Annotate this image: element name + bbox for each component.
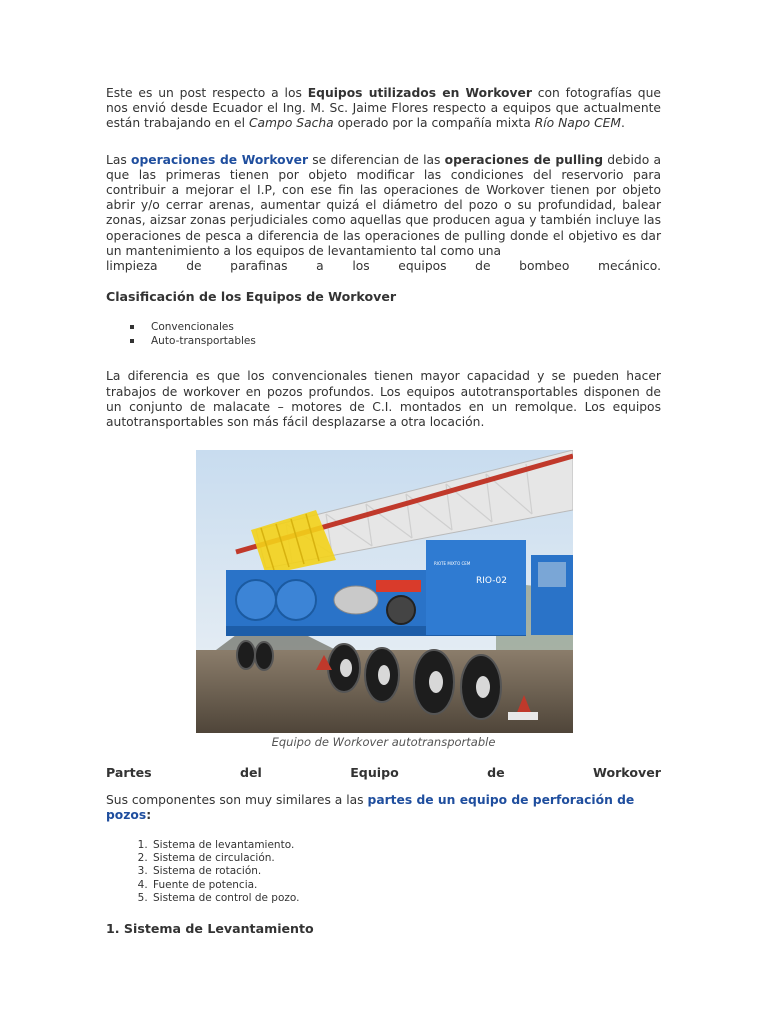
cab-label: RIO-02 bbox=[476, 576, 507, 587]
intro-paragraph bbox=[106, 86, 661, 132]
ops-text: debido a que las primeras tienen por objeto modificar las condiciones del reservorio para contribuir a mejorar el I.P, con ese fin las operaciones de Workover tienen por objeto abrir y/o cerrar arenas, aumentar quizá el diámetro del pozo o su profundidad, balear zonas, aizsar zonas perjudiciales como aquellas que producen agua y también incluye las operaciones de pesca a diferencia de las operaciones de pulling donde el objetivo es dar un mantenimiento a los equipos de levantamiento tal como una bbox=[106, 152, 661, 258]
parts-heading bbox=[106, 765, 661, 780]
list-item: Convencionales bbox=[151, 320, 661, 334]
list-item: 2. Sistema de circulación. bbox=[151, 852, 661, 865]
list-item: 3. Sistema de rotación. bbox=[151, 865, 661, 878]
parts-list bbox=[106, 839, 661, 905]
pulling-bold-term: operaciones de pulling bbox=[444, 152, 604, 167]
heading-word: Equipo bbox=[350, 765, 399, 781]
figure-caption: Equipo de Workover autotransportable bbox=[271, 735, 496, 750]
section-heading-lifting-system: 1. Sistema de Levantamiento bbox=[106, 921, 314, 937]
intro-text: con fotografías que nos envió desde Ecuador el Ing. M. Sc. Jaime Flores respecto a equipos que actualmente están trabajando en el bbox=[106, 86, 661, 131]
heading-word: de bbox=[487, 765, 505, 781]
parts-intro-colon: : bbox=[146, 807, 152, 822]
intro-italic-field: Campo Sacha bbox=[248, 116, 334, 131]
operations-last-line: limpieza de parafinas a los equipos de bombeo mecánico. bbox=[106, 259, 661, 274]
difference-paragraph: La diferencia es que los convencionales tienen mayor capacidad y se pueden hacer trabajos de workover en pozos profundos. Los equipos autotransportables disponen de un conjunto de malacate – motores de C.I. montados en un remolque. Los equipos autotransportables son más fácil desplazarse a otra locación. bbox=[106, 369, 661, 430]
drilling-rig-parts-link[interactable]: partes de un equipo de perforación de pozos bbox=[106, 792, 635, 822]
intro-text: . bbox=[621, 116, 625, 131]
heading-word: del bbox=[240, 765, 262, 781]
workover-operations-link[interactable]: operaciones de Workover bbox=[131, 152, 309, 167]
list-item: 4. Fuente de potencia. bbox=[151, 879, 661, 892]
intro-text: Este es un post respecto a los bbox=[106, 86, 308, 100]
figure bbox=[106, 450, 661, 750]
list-item: 5. Sistema de control de pozo. bbox=[151, 892, 661, 905]
operations-paragraph bbox=[106, 153, 661, 259]
ops-text: se diferencian de las bbox=[308, 152, 445, 167]
list-item: Auto-transportables bbox=[151, 334, 661, 348]
workover-rig-photo bbox=[196, 450, 573, 733]
intro-italic-company: Río Napo CEM bbox=[534, 116, 622, 131]
cab-plate: RIOTE MIXTO CEM bbox=[434, 561, 471, 567]
article-body bbox=[106, 86, 661, 936]
heading-word: Partes bbox=[106, 765, 152, 781]
classification-list bbox=[106, 320, 661, 348]
intro-text: operado por la compañía mixta bbox=[333, 116, 535, 131]
intro-bold-term: Equipos utilizados en Workover bbox=[307, 86, 532, 100]
ops-text: Las bbox=[106, 152, 132, 167]
list-item: 1. Sistema de levantamiento. bbox=[151, 839, 661, 852]
heading-word: Workover bbox=[593, 765, 661, 781]
parts-intro-paragraph bbox=[106, 793, 661, 823]
parts-intro-text: Sus componentes son muy similares a las bbox=[106, 792, 368, 807]
classification-heading: Clasificación de los Equipos de Workover bbox=[106, 289, 397, 305]
